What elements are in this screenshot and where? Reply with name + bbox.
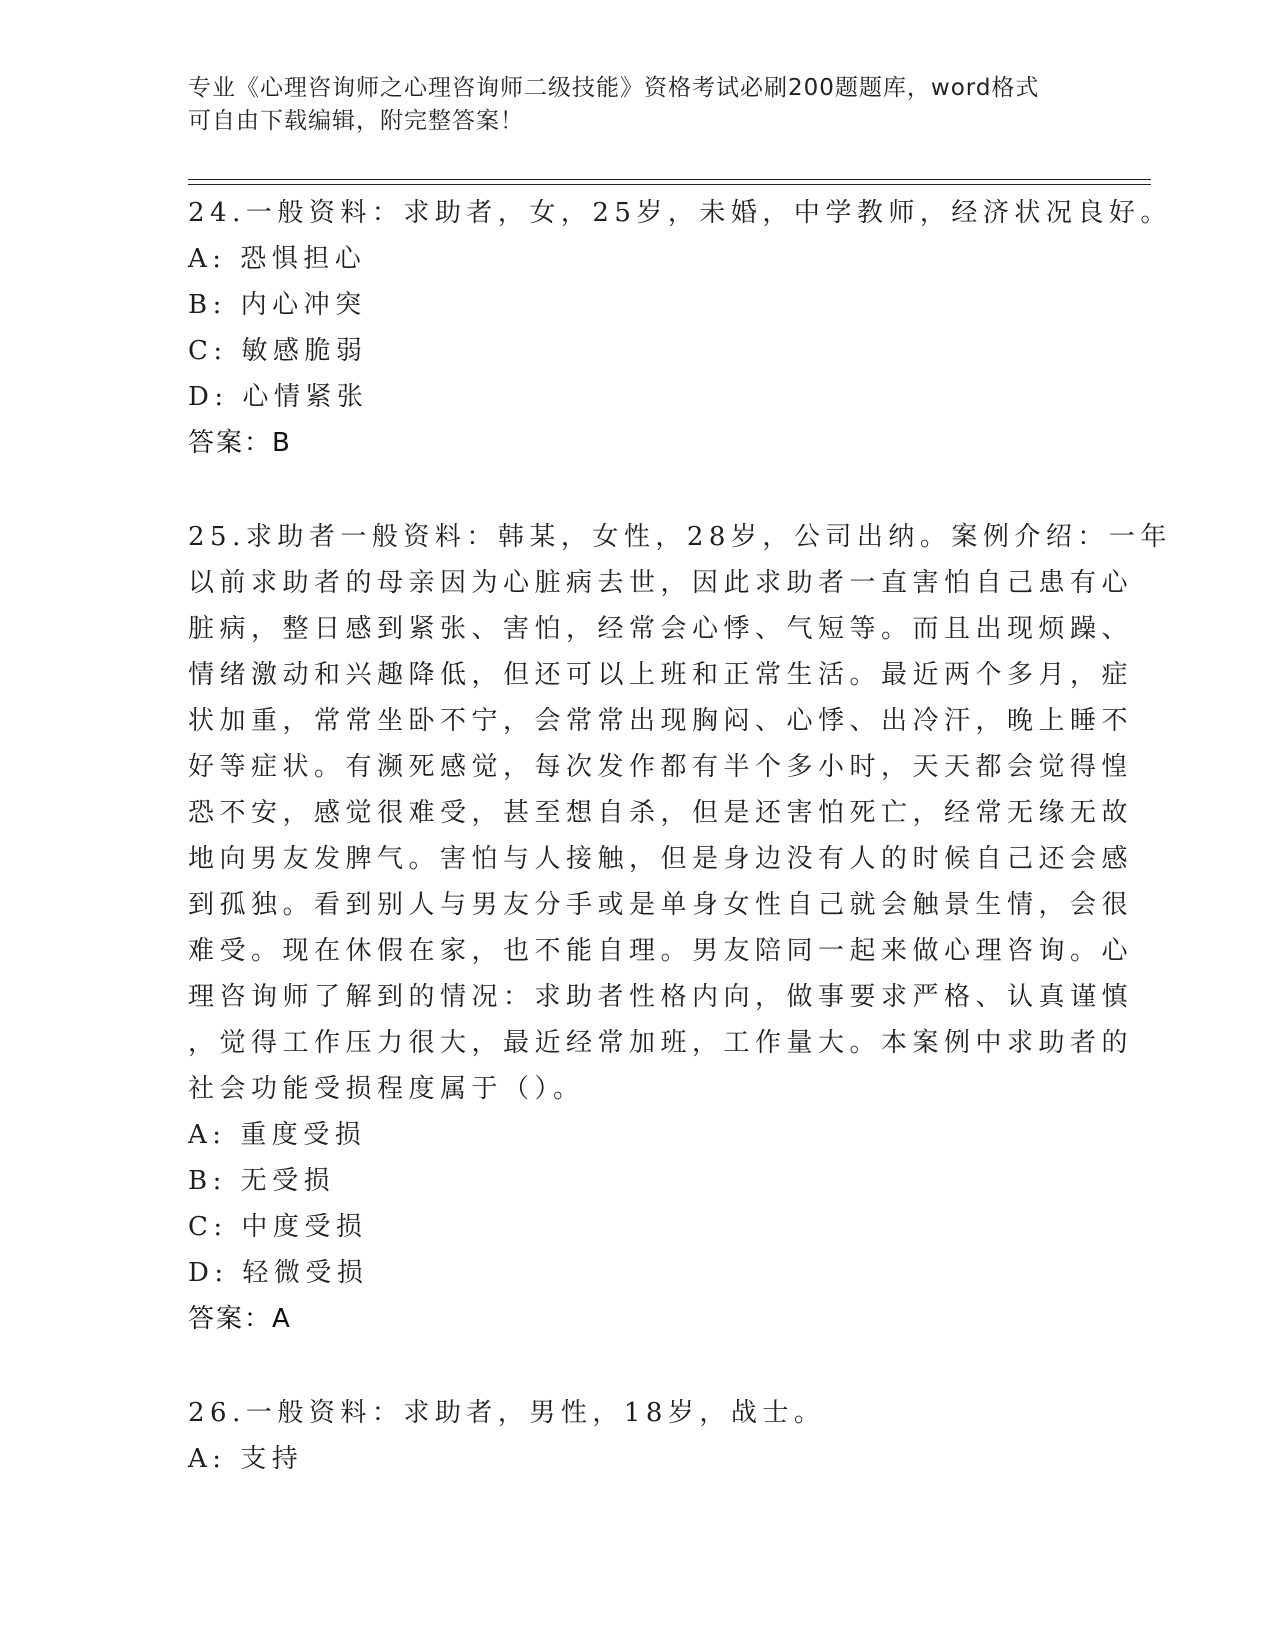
question-stem: 地向男友发脾气。害怕与人接触，但是身边没有人的时候自己还会感 xyxy=(188,844,1134,874)
option-b: B: 无受损 xyxy=(188,1166,336,1196)
question-stem: 状加重，常常坐卧不宁，会常常出现胸闷、心悸、出冷汗，晚上睡不 xyxy=(188,706,1134,736)
question-stem: 好等症状。有濒死感觉，每次发作都有半个多小时，天天都会觉得惶 xyxy=(188,752,1134,782)
question-stem: 脏病，整日感到紧张、害怕，经常会心悸、气短等。而且出现烦躁、 xyxy=(188,614,1134,644)
answer-label: 答案：B xyxy=(188,428,292,458)
question-spacer xyxy=(188,1342,1088,1390)
question-stem: 难受。现在休假在家，也不能自理。男友陪同一起来做心理咨询。心 xyxy=(188,936,1134,966)
answer-label: 答案：A xyxy=(188,1304,292,1334)
question-stem: 恐不安，感觉很难受，甚至想自杀，但是还害怕死亡，经常无缘无故 xyxy=(188,798,1134,828)
option-a: A: 恐惧担心 xyxy=(188,244,367,274)
header-divider-bottom xyxy=(188,184,1151,185)
question-stem: 情绪激动和兴趣降低，但还可以上班和正常生活。最近两个多月，症 xyxy=(188,660,1134,690)
option-c: C: 敏感脆弱 xyxy=(188,336,368,366)
question-stem: 24.一般资料：求助者，女，25岁，未婚，中学教师，经济状况良好。 xyxy=(188,198,1172,228)
document-header xyxy=(188,72,1088,138)
question-stem: 以前求助者的母亲因为心脏病去世，因此求助者一直害怕自己患有心 xyxy=(188,568,1134,598)
question-24 xyxy=(188,190,1172,466)
question-list xyxy=(188,190,1172,1482)
option-d: D: 心情紧张 xyxy=(188,382,369,412)
option-b: B: 内心冲突 xyxy=(188,290,367,320)
header-line-1: 专业《心理咨询师之心理咨询师二级技能》资格考试必刷200题题库，word格式 xyxy=(188,75,1040,101)
question-26 xyxy=(188,1390,1088,1482)
question-stem: 社会功能受损程度属于（）。 xyxy=(188,1074,585,1104)
option-d: D: 轻微受损 xyxy=(188,1258,369,1288)
header-line-2: 可自由下载编辑，附完整答案！ xyxy=(188,108,524,134)
question-stem: 理咨询师了解到的情况：求助者性格内向，做事要求严格、认真谨慎 xyxy=(188,982,1134,1012)
header-divider-top xyxy=(188,179,1151,180)
option-c: C: 中度受损 xyxy=(188,1212,368,1242)
question-stem: 到孤独。看到别人与男友分手或是单身女性自己就会触景生情，会很 xyxy=(188,890,1134,920)
question-stem: ，觉得工作压力很大，最近经常加班，工作量大。本案例中求助者的 xyxy=(188,1028,1134,1058)
option-a: A: 支持 xyxy=(188,1444,304,1474)
option-a: A: 重度受损 xyxy=(188,1120,367,1150)
question-spacer xyxy=(188,466,1088,514)
question-25 xyxy=(188,514,1172,1342)
question-stem: 25.求助者一般资料：韩某，女性，28岁，公司出纳。案例介绍：一年 xyxy=(188,522,1172,552)
question-stem: 26.一般资料：求助者，男性，18岁，战士。 xyxy=(188,1398,826,1428)
